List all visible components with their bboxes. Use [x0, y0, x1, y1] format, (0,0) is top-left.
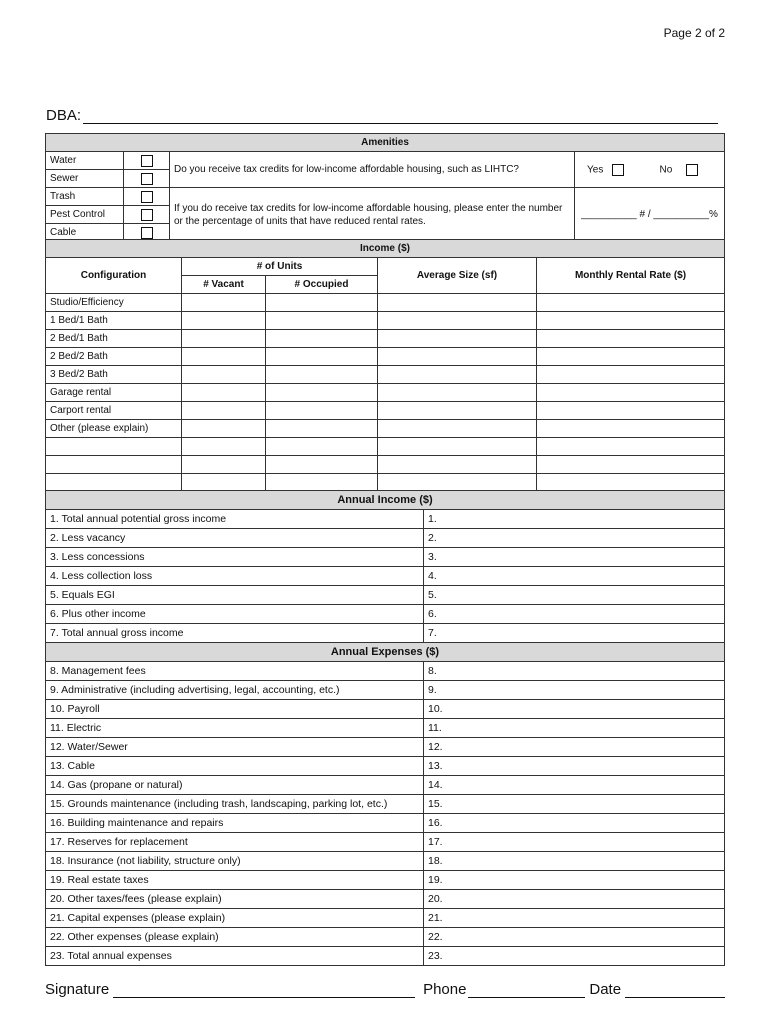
annual-expense-label: 19. Real estate taxes — [46, 871, 424, 890]
amenity-water-label: Water — [46, 152, 124, 170]
page-number: Page 2 of 2 — [663, 26, 725, 40]
annual-expense-label: 18. Insurance (not liability, structure only) — [46, 852, 424, 871]
annual-expense-row — [46, 795, 725, 814]
annual-expense-label: 21. Capital expenses (please explain) — [46, 909, 424, 928]
annual-income-row — [46, 567, 725, 586]
average-size-cell[interactable] — [378, 384, 537, 402]
annual-expense-label: 17. Reserves for replacement — [46, 833, 424, 852]
configuration-cell: Carport rental — [46, 402, 182, 420]
annual-expense-row — [46, 928, 725, 947]
annual-expense-amount-field[interactable]: 16. — [424, 814, 725, 833]
amenity-cable-label: Cable — [46, 224, 124, 242]
monthly-rent-cell[interactable] — [537, 402, 725, 420]
occupied-cell[interactable] — [266, 366, 378, 384]
annual-expense-label: 13. Cable — [46, 757, 424, 776]
no-checkbox-icon[interactable] — [686, 164, 698, 176]
yes-label: Yes — [587, 164, 604, 176]
annual-expense-amount-field[interactable]: 19. — [424, 871, 725, 890]
annual-expense-amount-field[interactable]: 12. — [424, 738, 725, 757]
occupied-cell[interactable] — [266, 294, 378, 312]
average-size-cell[interactable] — [378, 474, 537, 492]
amenity-sewer-checkbox[interactable] — [124, 170, 170, 188]
annual-expense-row — [46, 738, 725, 757]
annual-income-row — [46, 510, 725, 529]
annual-income-amount-field[interactable]: 3. — [424, 548, 725, 567]
monthly-rent-cell[interactable] — [537, 366, 725, 384]
occupied-cell[interactable] — [266, 348, 378, 366]
annual-income-label: 6. Plus other income — [46, 605, 424, 624]
income-row — [46, 366, 725, 384]
annual-expense-amount-field[interactable]: 9. — [424, 681, 725, 700]
monthly-rent-cell[interactable] — [537, 294, 725, 312]
vacant-cell[interactable] — [182, 402, 266, 420]
dba-field — [46, 107, 718, 124]
annual-expense-label: 9. Administrative (including advertising, legal, accounting, etc.) — [46, 681, 424, 700]
income-rows — [46, 294, 725, 492]
income-table — [45, 239, 725, 492]
annual-expense-label: 23. Total annual expenses — [46, 947, 424, 966]
annual-expense-row — [46, 757, 725, 776]
annual-income-label: 4. Less collection loss — [46, 567, 424, 586]
checkbox-icon — [141, 173, 153, 185]
vacant-cell[interactable] — [182, 366, 266, 384]
monthly-rent-cell[interactable] — [537, 474, 725, 492]
income-row — [46, 330, 725, 348]
amenity-trash-checkbox[interactable] — [124, 188, 170, 206]
lihtc-question: Do you receive tax credits for low-income affordable housing, such as LIHTC? — [170, 152, 575, 188]
monthly-rent-header: Monthly Rental Rate ($) — [537, 258, 725, 294]
annual-expense-row — [46, 852, 725, 871]
annual-expense-label: 22. Other expenses (please explain) — [46, 928, 424, 947]
monthly-rent-cell[interactable] — [537, 420, 725, 438]
checkbox-icon — [141, 227, 153, 239]
annual-expense-row — [46, 814, 725, 833]
configuration-cell: 3 Bed/2 Bath — [46, 366, 182, 384]
vacant-cell[interactable] — [182, 456, 266, 474]
annual-income-amount-field[interactable]: 5. — [424, 586, 725, 605]
amenity-sewer-label: Sewer — [46, 170, 124, 188]
occupied-cell[interactable] — [266, 438, 378, 456]
configuration-cell: Other (please explain) — [46, 420, 182, 438]
annual-lines-table — [45, 490, 725, 966]
annual-income-row — [46, 624, 725, 643]
annual-expense-label: 12. Water/Sewer — [46, 738, 424, 757]
annual-income-row — [46, 548, 725, 567]
average-size-cell[interactable] — [378, 366, 537, 384]
vacant-cell[interactable] — [182, 348, 266, 366]
annual-income-amount-field[interactable]: 7. — [424, 624, 725, 643]
income-row — [46, 384, 725, 402]
annual-income-amount-field[interactable]: 2. — [424, 529, 725, 548]
dba-input-line[interactable] — [83, 109, 718, 124]
vacant-cell[interactable] — [182, 438, 266, 456]
yes-checkbox-icon[interactable] — [612, 164, 624, 176]
annual-expense-amount-field[interactable]: 11. — [424, 719, 725, 738]
income-row — [46, 402, 725, 420]
configuration-cell — [46, 438, 182, 456]
average-size-cell[interactable] — [378, 294, 537, 312]
configuration-cell: 1 Bed/1 Bath — [46, 312, 182, 330]
annual-expense-label: 14. Gas (propane or natural) — [46, 776, 424, 795]
annual-expense-amount-field[interactable]: 18. — [424, 852, 725, 871]
occupied-cell[interactable] — [266, 330, 378, 348]
vacant-header: # Vacant — [182, 276, 266, 294]
annual-income-label: 3. Less concessions — [46, 548, 424, 567]
date-label: Date — [589, 981, 622, 998]
monthly-rent-cell[interactable] — [537, 456, 725, 474]
average-size-cell[interactable] — [378, 402, 537, 420]
configuration-cell: 2 Bed/1 Bath — [46, 330, 182, 348]
annual-expense-amount-field[interactable]: 10. — [424, 700, 725, 719]
average-size-header: Average Size (sf) — [378, 258, 537, 294]
average-size-cell[interactable] — [378, 312, 537, 330]
monthly-rent-cell[interactable] — [537, 348, 725, 366]
occupied-cell[interactable] — [266, 456, 378, 474]
reduced-rate-question-line2: or the percentage of units that have reduced rental rates. — [174, 215, 426, 227]
monthly-rent-cell[interactable] — [537, 438, 725, 456]
amenity-pest-control-checkbox[interactable] — [124, 206, 170, 224]
annual-expense-amount-field[interactable]: 20. — [424, 890, 725, 909]
annual-expense-row — [46, 662, 725, 681]
annual-expense-row — [46, 776, 725, 795]
vacant-cell[interactable] — [182, 312, 266, 330]
signature-line[interactable] — [113, 983, 415, 998]
annual-expense-row — [46, 681, 725, 700]
annual-expense-amount-field[interactable]: 21. — [424, 909, 725, 928]
average-size-cell[interactable] — [378, 330, 537, 348]
signature-label: Signature — [45, 981, 110, 998]
income-row — [46, 456, 725, 474]
checkbox-icon — [141, 191, 153, 203]
checkbox-icon — [141, 155, 153, 167]
annual-income-label: 2. Less vacancy — [46, 529, 424, 548]
vacant-cell[interactable] — [182, 294, 266, 312]
annual-income-label: 1. Total annual potential gross income — [46, 510, 424, 529]
annual-expense-amount-field[interactable]: 14. — [424, 776, 725, 795]
annual-expense-row — [46, 700, 725, 719]
income-row — [46, 294, 725, 312]
annual-income-rows — [46, 510, 725, 643]
reduced-rate-answer[interactable]: __________ # / __________% — [575, 188, 725, 242]
average-size-cell[interactable] — [378, 420, 537, 438]
average-size-cell[interactable] — [378, 438, 537, 456]
annual-income-amount-field[interactable]: 1. — [424, 510, 725, 529]
annual-expense-row — [46, 719, 725, 738]
configuration-cell — [46, 474, 182, 492]
units-header: # of Units — [182, 258, 378, 276]
annual-expense-amount-field[interactable]: 13. — [424, 757, 725, 776]
annual-expense-label: 16. Building maintenance and repairs — [46, 814, 424, 833]
average-size-cell[interactable] — [378, 348, 537, 366]
amenities-table — [45, 133, 725, 242]
annual-expense-label: 11. Electric — [46, 719, 424, 738]
annual-expense-amount-field[interactable]: 8. — [424, 662, 725, 681]
reduced-rate-question-line1: If you do receive tax credits for low-income affordable housing, please enter the number — [174, 202, 563, 214]
vacant-cell[interactable] — [182, 384, 266, 402]
annual-expense-amount-field[interactable]: 15. — [424, 795, 725, 814]
monthly-rent-cell[interactable] — [537, 330, 725, 348]
phone-line[interactable] — [468, 983, 585, 998]
annual-expense-row — [46, 833, 725, 852]
occupied-cell[interactable] — [266, 402, 378, 420]
annual-expense-label: 8. Management fees — [46, 662, 424, 681]
annual-income-row — [46, 529, 725, 548]
annual-expense-amount-field[interactable]: 23. — [424, 947, 725, 966]
occupied-cell[interactable] — [266, 384, 378, 402]
annual-income-label: 5. Equals EGI — [46, 586, 424, 605]
annual-expense-row — [46, 947, 725, 966]
monthly-rent-cell[interactable] — [537, 312, 725, 330]
occupied-cell[interactable] — [266, 420, 378, 438]
income-row — [46, 312, 725, 330]
date-line[interactable] — [625, 983, 725, 998]
average-size-cell[interactable] — [378, 456, 537, 474]
annual-expense-row — [46, 871, 725, 890]
income-row — [46, 438, 725, 456]
annual-income-amount-field[interactable]: 6. — [424, 605, 725, 624]
vacant-cell[interactable] — [182, 330, 266, 348]
occupied-cell[interactable] — [266, 312, 378, 330]
annual-expense-label: 10. Payroll — [46, 700, 424, 719]
configuration-cell — [46, 456, 182, 474]
income-title: Income ($) — [46, 240, 725, 258]
occupied-header: # Occupied — [266, 276, 378, 294]
occupied-cell[interactable] — [266, 474, 378, 492]
checkbox-icon — [141, 209, 153, 221]
annual-income-title: Annual Income ($) — [46, 491, 725, 510]
amenity-trash-label: Trash — [46, 188, 124, 206]
monthly-rent-cell[interactable] — [537, 384, 725, 402]
configuration-cell: Studio/Efficiency — [46, 294, 182, 312]
phone-label: Phone — [423, 981, 467, 998]
annual-expense-amount-field[interactable]: 22. — [424, 928, 725, 947]
income-row — [46, 474, 725, 492]
annual-income-row — [46, 605, 725, 624]
annual-expense-row — [46, 890, 725, 909]
annual-expense-label: 15. Grounds maintenance (including trash, landscaping, parking lot, etc.) — [46, 795, 424, 814]
income-row — [46, 420, 725, 438]
configuration-cell: Garage rental — [46, 384, 182, 402]
annual-expense-amount-field[interactable]: 17. — [424, 833, 725, 852]
lihtc-yes-option[interactable] — [575, 152, 650, 188]
annual-expense-row — [46, 909, 725, 928]
annual-expenses-title: Annual Expenses ($) — [46, 643, 725, 662]
dba-label: DBA: — [46, 107, 82, 124]
amenity-pest-control-label: Pest Control — [46, 206, 124, 224]
no-label: No — [659, 164, 673, 176]
annual-expenses-rows — [46, 662, 725, 966]
reduced-rate-question — [170, 188, 575, 242]
signature-block — [45, 981, 725, 998]
annual-expense-label: 20. Other taxes/fees (please explain) — [46, 890, 424, 909]
vacant-cell[interactable] — [182, 474, 266, 492]
income-row — [46, 348, 725, 366]
annual-income-amount-field[interactable]: 4. — [424, 567, 725, 586]
annual-income-label: 7. Total annual gross income — [46, 624, 424, 643]
amenities-title: Amenities — [46, 134, 725, 152]
configuration-cell: 2 Bed/2 Bath — [46, 348, 182, 366]
lihtc-no-option[interactable] — [650, 152, 725, 188]
amenity-water-checkbox[interactable] — [124, 152, 170, 170]
annual-income-row — [46, 586, 725, 605]
vacant-cell[interactable] — [182, 420, 266, 438]
configuration-header: Configuration — [46, 258, 182, 294]
